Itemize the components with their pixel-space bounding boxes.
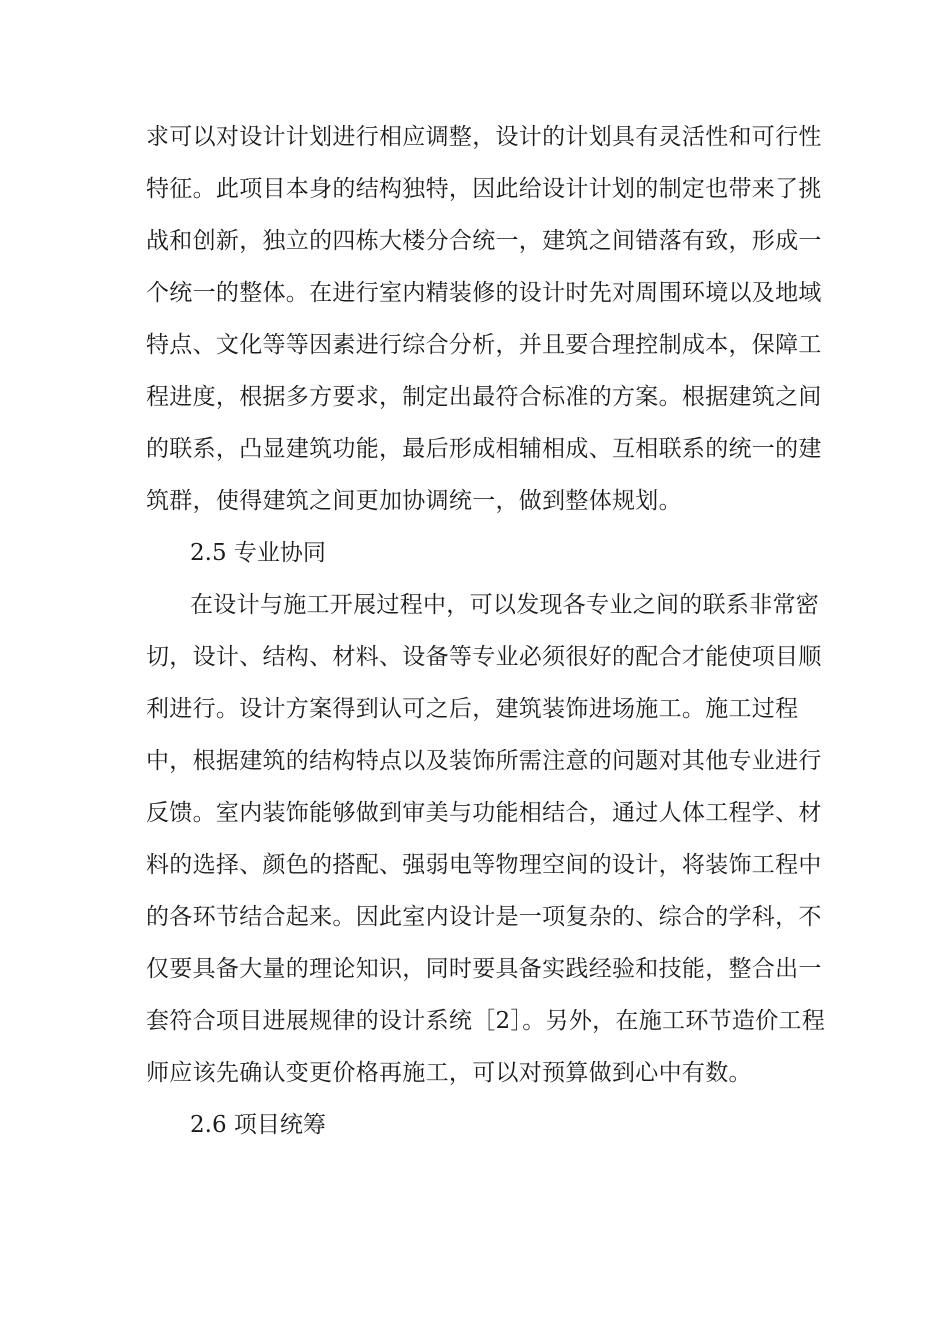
text-line: 仅要具备大量的理论知识，同时要具备实践经验和技能，整合出一 (146, 956, 822, 982)
text-line: 的各环节结合起来。因此室内设计是一项复杂的、综合的学科，不 (146, 904, 822, 930)
text-line: 料的选择、颜色的搭配、强弱电等物理空间的设计，将装饰工程中 (146, 852, 822, 878)
text-line: 筑群，使得建筑之间更加协调统一，做到整体规划。 (146, 488, 682, 514)
text-line: 套符合项目进展规律的设计系统［2］。另外，在施工环节造价工程 (146, 1008, 826, 1034)
text-line: 师应该先确认变更价格再施工，可以对预算做到心中有数。 (146, 1060, 752, 1086)
text-line: 的联系，凸显建筑功能，最后形成相辅相成、互相联系的统一的建 (146, 436, 822, 462)
text-line: 特征。此项目本身的结构独特，因此给设计计划的制定也带来了挑 (146, 176, 822, 202)
text-line: 反馈。室内装饰能够做到审美与功能相结合，通过人体工程学、材 (146, 800, 822, 826)
section-heading-2-6: 2.6 项目统筹 (190, 1112, 326, 1138)
text-line: 程进度，根据多方要求，制定出最符合标准的方案。根据建筑之间 (146, 384, 822, 410)
text-line: 特点、文化等等因素进行综合分析，并且要合理控制成本，保障工 (146, 332, 822, 358)
text-line: 战和创新，独立的四栋大楼分合统一，建筑之间错落有致，形成一 (146, 228, 822, 254)
text-line: 求可以对设计计划进行相应调整，设计的计划具有灵活性和可行性 (146, 124, 822, 150)
text-line: 中，根据建筑的结构特点以及装饰所需注意的问题对其他专业进行 (146, 748, 822, 774)
text-line: 切，设计、结构、材料、设备等专业必须很好的配合才能使项目顺 (146, 644, 822, 670)
section-heading-2-5: 2.5 专业协同 (190, 540, 326, 566)
text-line: 在设计与施工开展过程中，可以发现各专业之间的联系非常密 (190, 592, 820, 618)
text-line: 利进行。设计方案得到认可之后，建筑装饰进场施工。施工过程 (146, 696, 799, 722)
text-line: 个统一的整体。在进行室内精装修的设计时先对周围环境以及地域 (146, 280, 822, 306)
